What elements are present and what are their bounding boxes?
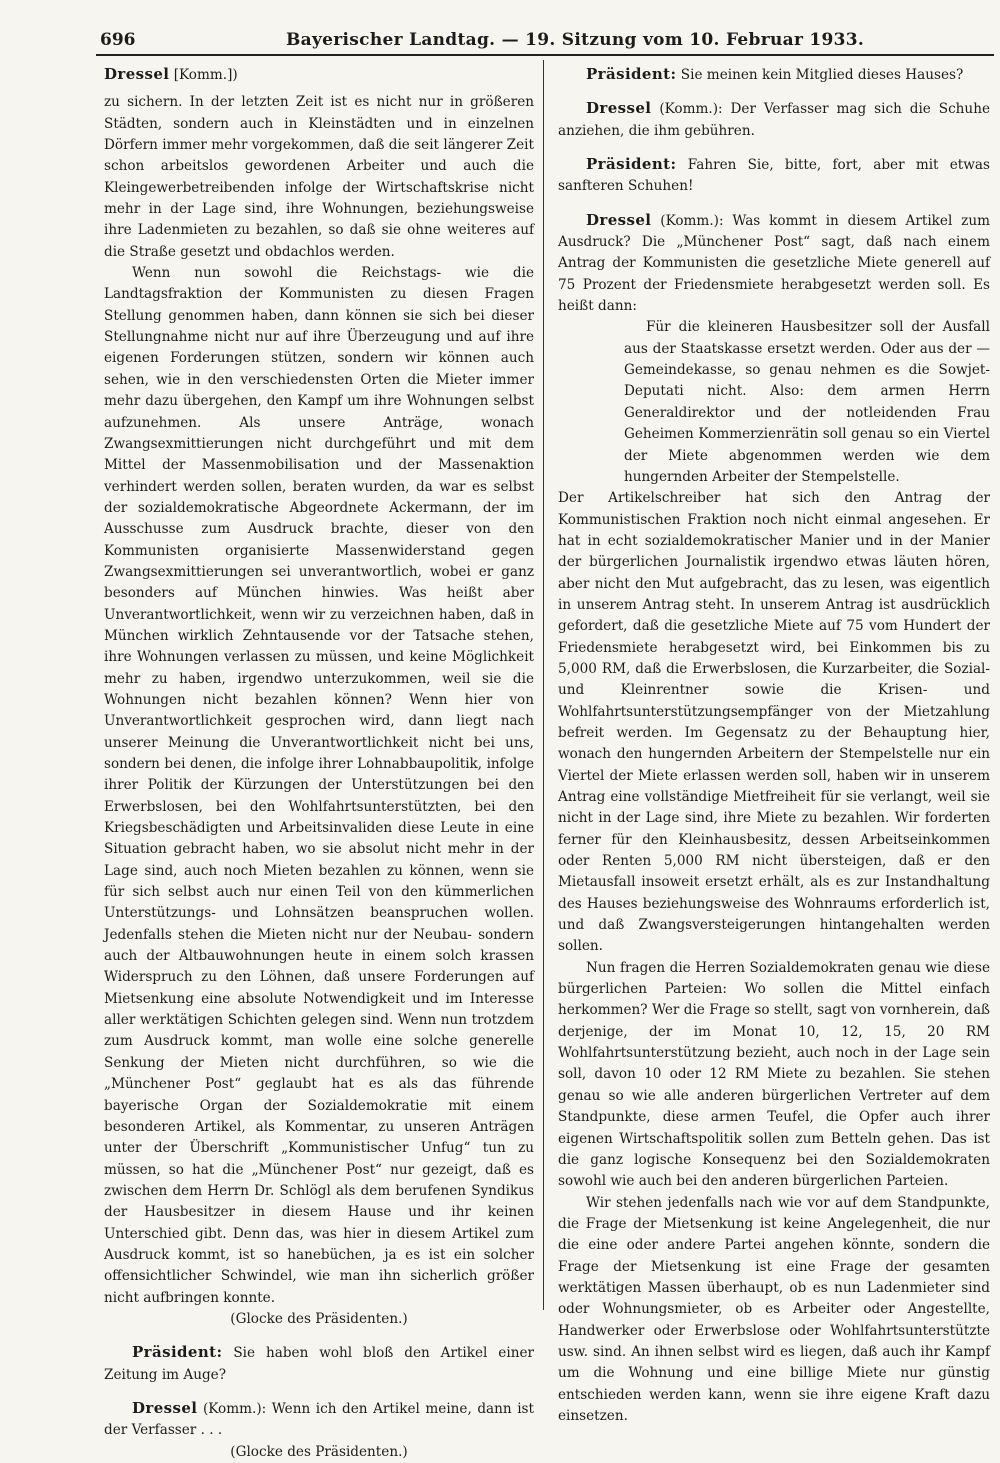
quote-text: Für die kleineren Hausbesitzer soll der Ausfall aus der Staatskasse ersetzt werden. Oder aus der — Gemeindekasse, so genau nehmen es die Sowjet-Deputati nicht. Also: dem armen Herrn Generaldirektor und der notleidenden Frau Geheimen Kommerzienrätin soll genau so ein Viertel der Miete abgenommen werden wie dem hungernden Arbeiter der Stempelstelle.	[624, 319, 990, 485]
speaker-name: Präsident:	[132, 1343, 223, 1362]
speech-paragraph	[558, 210, 990, 318]
speech-paragraph: Wenn nun sowohl die Reichstags- wie die Landtagsfraktion der Kommunisten zu diesen Fragen Stellung genommen haben, dann können sie sich bei dieser Stellungnahme nicht nur auf ihre Überzeugung und auf ihre eigenen Forderungen stützen, sondern wir können auch sehen, wie in den verschiedensten Orten die Mieter immer mehr dazu übergehen, den Kampf um ihre Wohnungen selbst aufzunehmen. Als unsere Anträge, wonach Zwangsexmittierungen nicht durchgeführt und mit dem Mittel der Massenmobilisation und der Massenaktion verhindert werden sollen, beraten wurden, da war es selbst der sozialdemokratische Abgeordnete Ackermann, der im Ausschusse zum Ausdruck brachte, dieser von den Kommunisten organisierte Massenwiderstand gegen Zwangsexmittierungen sei unverantwortlich, wobei er ganz besonders auf München hinwies. Was heißt aber Unverantwortlichkeit, wenn wir zu verzeichnen haben, daß in München wirklich Zehntausende vor der Tatsache stehen, ihre Wohnungen verlassen zu müssen, und keine Möglichkeit mehr zu haben, irgendwo unterzukommen, weil sie die Wohnungen nicht bezahlen können? Wenn hier von Unverantwortlichkeit gesprochen wird, dann liegt nach unserer Meinung die Unverantwortlichkeit nicht bei uns, sondern bei denen, die infolge ihrer Lohnabbaupolitik, infolge ihrer Politik der Kürzungen der Unterstützungen bei den Erwerbslosen, bei den Wohlfahrtsunterstützten, bei den Kriegsbeschädigten und Arbeitsinvaliden diese Leute in eine Situation gebracht haben, wo sie absolut nicht mehr in der Lage sind, auch noch Mieten bezahlen zu können, wenn sie für sich selbst auch nur einen Teil von den kümmerlichen Unterstützungs- und Lohnsätzen beanspruchen wollen. Jedenfalls stehen die Mieten nicht nur der Neubau- sondern auch der Altbauwohnungen heute in einem solch krassen Widerspruch zu den Löhnen, daß unsere Forderungen auf Mietsenkung eine absolute Notwendigkeit und im Interesse aller werktätigen Schichten gelegen sind. Wenn nun trotzdem zum Ausdruck kommt, man wolle eine solche generelle Senkung der Mieten nicht durchführen, so wie die „Münchener Post“ geglaubt hat es als das führende bayerische Organ der Sozialdemokratie mit einem besonderen Artikel, als Kommentar, zu unseren Anträgen unter der Überschrift „Kommunistischer Unfug“ tun zu müssen, so hat die „Münchener Post“ nur gezeigt, daß es zwischen dem Herrn Dr. Schlögl als dem berufenen Syndikus der Hausbesitzer in diesem Hause und ihr keinen Unterschied gibt. Denn das, was hier in diesem Artikel zum Ausdruck kommt, ist so hanebüchen, ja es ist ein solcher offensichtlicher Schwindel, wie man ihn sicherlich größer nicht aufbringen konnte.	[104, 265, 534, 1306]
speaker-name: Dressel	[132, 1398, 198, 1417]
speaker-party: [Komm.])	[173, 67, 238, 83]
speaker-party: (Komm.):	[659, 101, 723, 118]
stage-direction: (Glocke des Präsidenten.)	[230, 1310, 408, 1327]
speaker-party: (Komm.):	[202, 1400, 267, 1417]
speaker-name: Dressel	[104, 65, 170, 83]
speech-paragraph: zu sichern. In der letzten Zeit ist es nicht nur in größeren Städten, sondern auch in Kleinstädten und in einzelnen Dörfern immer mehr vorgekommen, daß die seit längerer Zeit schon arbeitslos gewordenen Arbeiter und auch die Kleingewerbetreibenden infolge der Wirtschaftskrise nicht mehr in der Lage sind, ihre Wohnungen, beziehungsweise ihre Ladenmieten zu bezahlen, so daß sie ohne weiteres auf die Straße gesetzt und obdachlos werden.	[104, 94, 534, 260]
speaker-name: Dressel	[586, 210, 652, 229]
stage-direction: (Glocke des Präsidenten.)	[230, 1443, 408, 1460]
speaker-name: Dressel	[586, 99, 652, 118]
speech-text: Der Verfasser mag sich die Schuhe anziehen, die ihm gebühren.	[558, 101, 990, 139]
speech-paragraph	[558, 154, 990, 198]
speech-paragraph	[104, 1398, 534, 1442]
right-column	[558, 64, 990, 1427]
speech-text: Sie haben wohl bloß den Artikel einer Zeitung im Auge?	[104, 1345, 534, 1383]
speech-paragraph: Nun fragen die Herren Sozialdemokraten genau wie diese bürgerlichen Parteien: Wo sollen die Mittel einfach herkommen? Wer die Frage so stellt, sagt von vornherein, daß derjenige, der im Monat 10, 12, 15, 20 RM Wohlfahrtsunterstützung bezieht, auch noch in der Lage sein soll, davon 10 oder 12 RM Miete zu bezahlen. Sie stehen genau so wie alle anderen bürgerlichen Vertreter auf dem Standpunkte, diese armen Teufel, die Opfer auch ihrer eigenen Wirtschaftspolitik sollen zum Betteln gehen. Das ist die ganz logische Konsequenz bei den Sozialdemokraten sowohl wie auch bei den anderen bürgerlichen Parteien.	[558, 959, 990, 1190]
speech-text: Was kommt in diesem Artikel zum Ausdruck? Die „Münchener Post“ sagt, daß nach einem Antrag der Kommunisten die gesetzliche Miete generell auf 75 Prozent der Friedensmiete herabgesetzt werden soll. Es heißt dann:	[558, 212, 990, 315]
page-header	[96, 28, 994, 56]
speech-paragraph	[558, 64, 990, 86]
column-divider	[543, 60, 544, 1310]
running-head: Bayerischer Landtag. — 19. Sitzung vom 10. Februar 1933.	[286, 30, 865, 50]
speaker-line	[104, 64, 534, 86]
quoted-block	[558, 317, 990, 488]
speech-text: Sie meinen kein Mitglied dieses Hauses?	[680, 67, 964, 83]
speech-paragraph: Der Artikelschreiber hat sich den Antrag der Kommunistischen Fraktion noch nicht einmal angesehen. Er hat in echt sozialdemokratischer Manier und in der Manier der bürgerlichen Journalistik irgendwo etwas läuten hören, aber nicht den Mut aufgebracht, das zu lesen, was eigentlich in unserem Antrag steht. In unserem Antrag ist ausdrücklich gefordert, daß die gesetzliche Miete auf 75 vom Hundert der Friedensmiete herabgesetzt wird, bei Einkommen bis zu 5,000 RM, daß die Erwerbslosen, die Kurzarbeiter, die Sozial- und Kleinrentner sowie die Krisen- und Wohlfahrtsunterstützungsempfänger von der Mietzahlung befreit werden. Im Gegensatz zu der Behauptung hier, wonach den hungernden Arbeitern der Stempelstelle nur ein Viertel der Miete erlassen werden soll, haben wir in unserem Antrag eine vollständige Mietfreiheit für sie verlangt, weil sie nicht in der Lage sind, ihre Miete zu bezahlen. Wir forderten ferner für den Kleinhausbesitz, dessen Arbeitseinkommen oder Renten 5,000 RM nicht übersteigen, daß er den Mietausfall insoweit ersetzt erhält, als es zur Instandhaltung des Hauses beziehungsweise des Wohnraums erforderlich ist, und daß Zwangsversteigerungen hintangehalten werden sollen.	[558, 490, 990, 955]
speaker-name: Präsident:	[586, 65, 677, 83]
speech-paragraph	[104, 1342, 534, 1386]
speaker-party: (Komm.):	[660, 212, 724, 229]
speech-text: Wenn ich den Artikel meine, dann ist der Verfasser . . .	[104, 1400, 534, 1439]
speaker-name: Präsident:	[586, 155, 677, 174]
left-column	[104, 64, 534, 1463]
speech-text: Fahren Sie, bitte, fort, aber mit etwas sanfteren Schuhen!	[558, 157, 990, 195]
speech-paragraph	[558, 98, 990, 142]
page-number: 696	[100, 30, 136, 50]
speech-paragraph: Wir stehen jedenfalls nach wie vor auf dem Standpunkte, die Frage der Mietsenkung ist keine Angelegenheit, die nur die eine oder andere Partei angehen könnte, sondern die Frage der Mietsenkung ist eine Frage der gesamten werktätigen Massen überhaupt, ob es nun Ladenmieter sind oder Wohnungsmieter, ob es Arbeiter oder Angestellte, Handwerker oder Erwerbslose oder Wohlfahrtsunterstützte usw. sind. An ihnen selbst wird es liegen, daß auch ihr Kampf um die Wohnung und eine billige Miete nur günstig entschieden werden kann, wenn sie ihre eigene Kraft dazu einsetzen.	[558, 1194, 990, 1424]
